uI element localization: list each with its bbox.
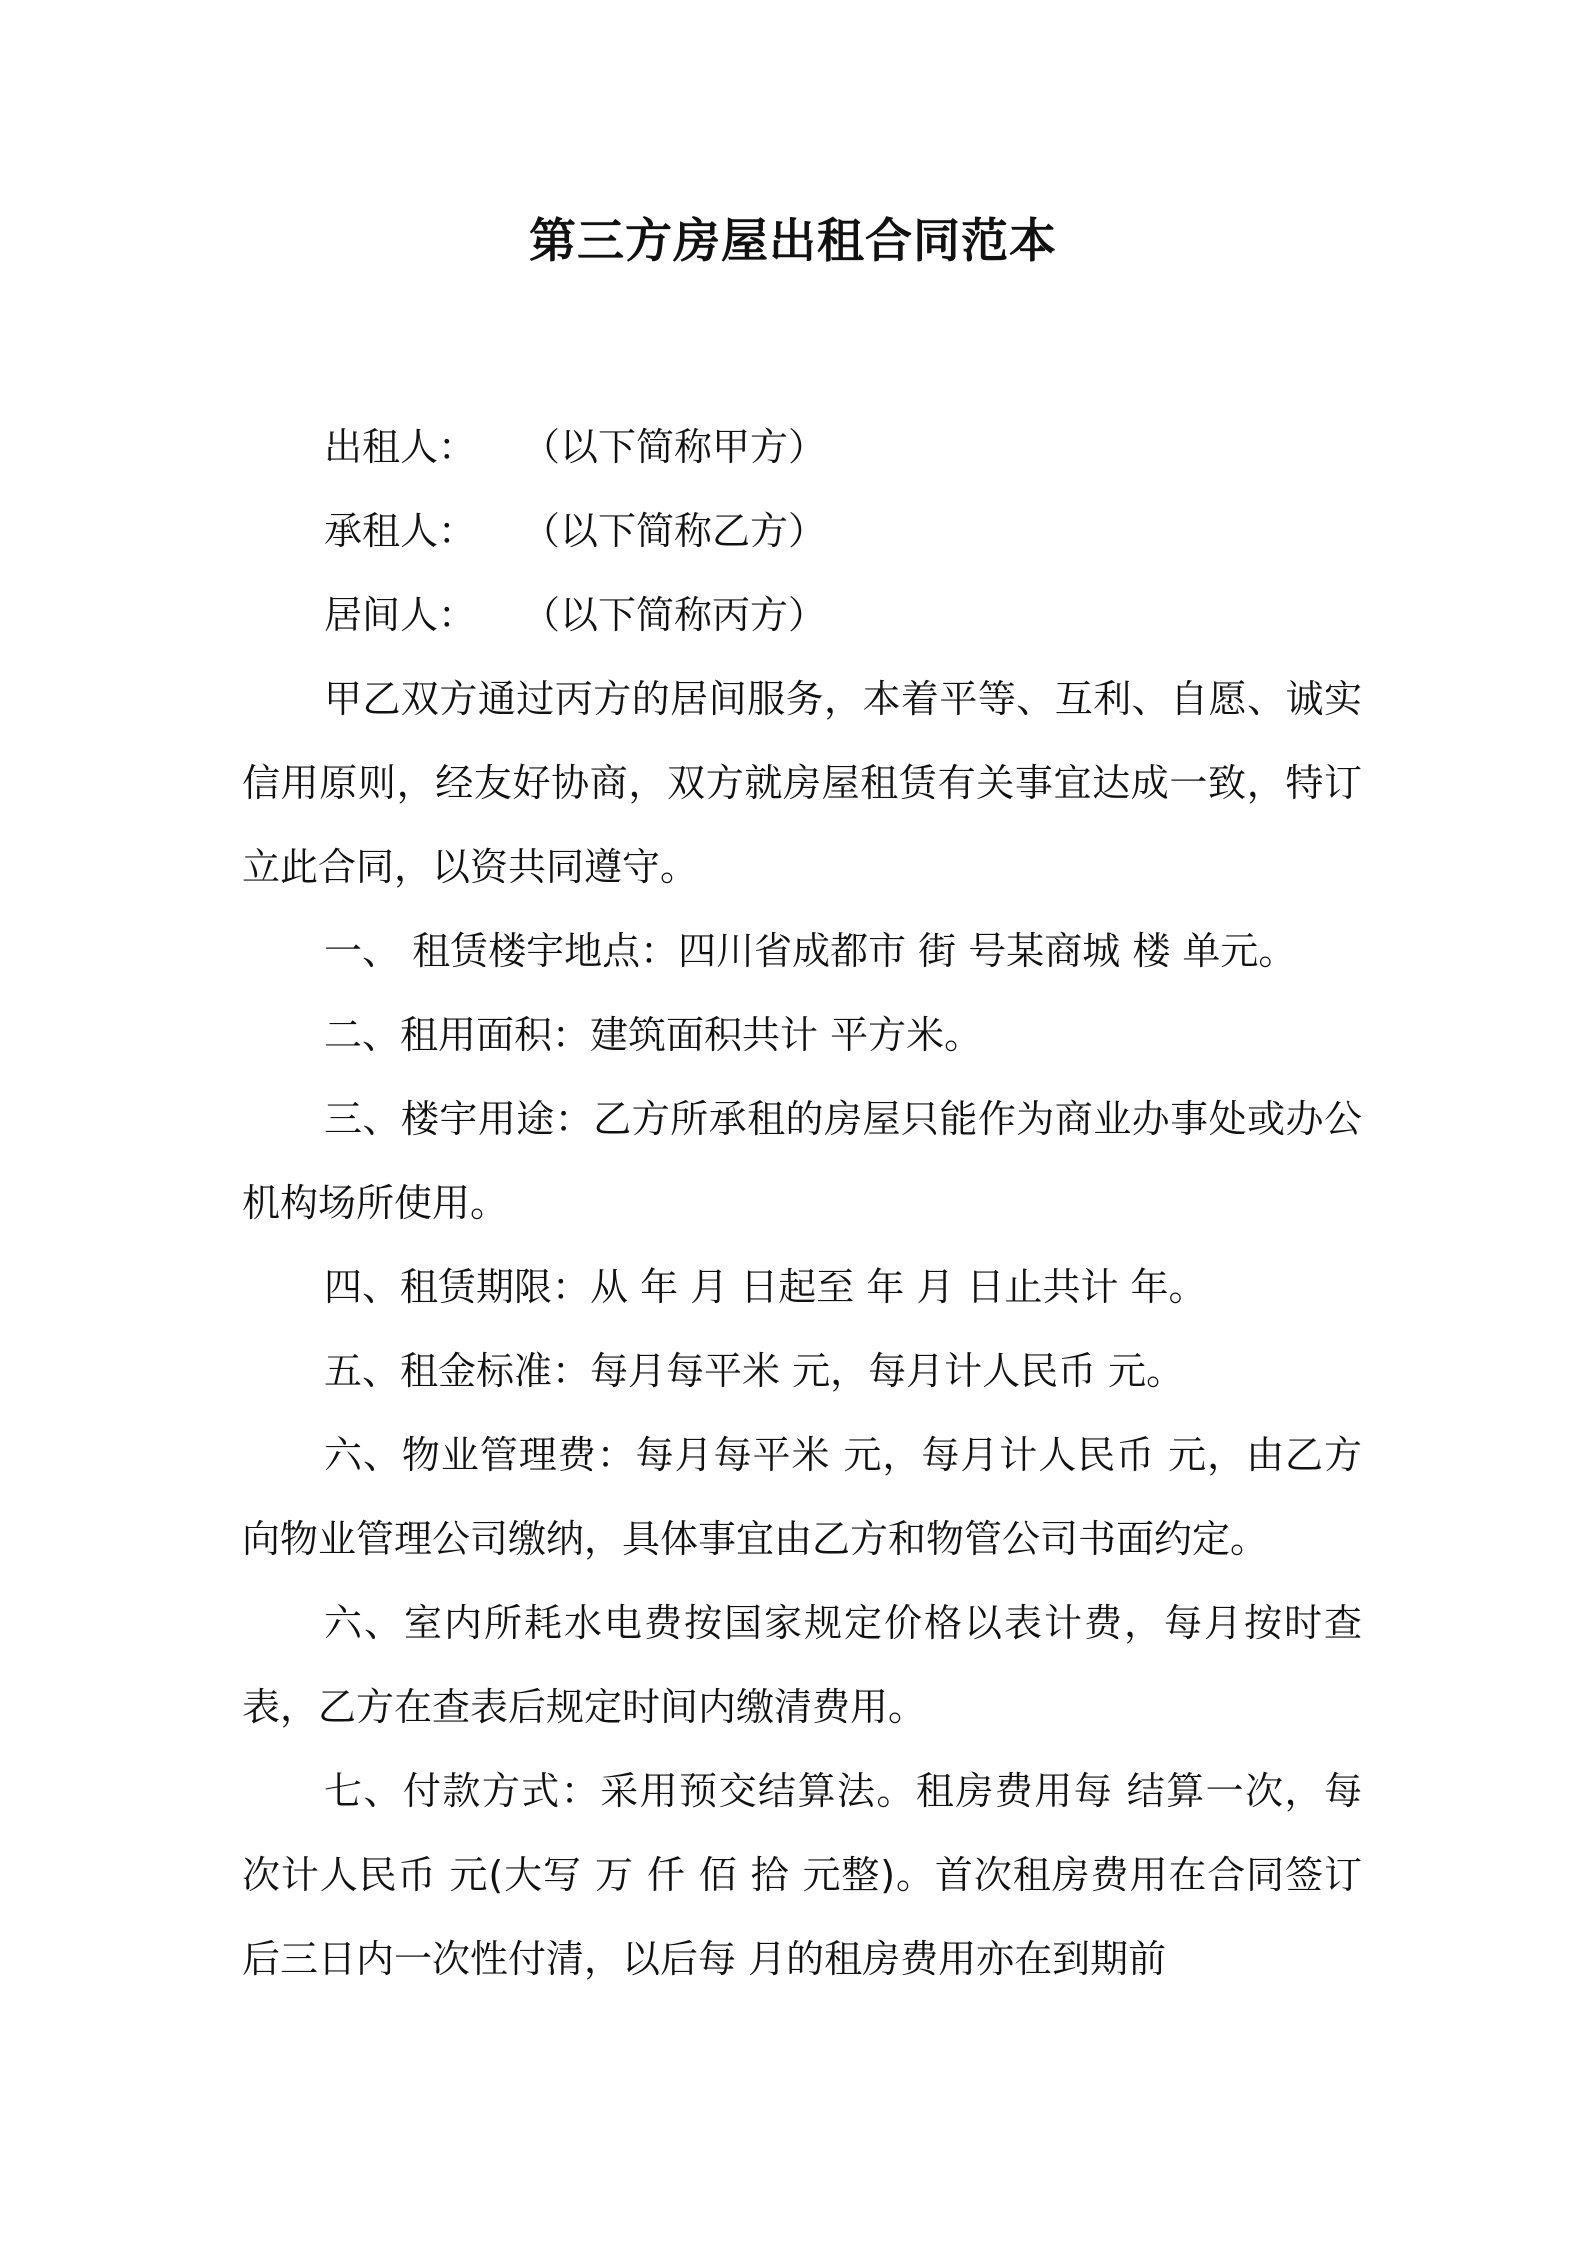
party-label: 承租人：	[324, 509, 477, 553]
party-note: （以下简称乙方）	[522, 509, 827, 553]
clause-usage: 三、楼宇用途：乙方所承租的房屋只能作为商业办事处或办公机构场所使用。	[242, 1097, 1362, 1225]
party-lessee	[242, 489, 1362, 573]
document-title: 第三方房屋出租合同范本	[529, 214, 1057, 269]
party-lessor	[242, 405, 1362, 489]
clause-management-fee: 六、物业管理费：每月每平米 元，每月计人民币 元，由乙方向物业管理公司缴纳，具体事宜由乙方和物管公司书面约定。	[242, 1433, 1362, 1561]
party-note: （以下简称丙方）	[522, 593, 827, 637]
party-intermediary	[242, 573, 1362, 657]
document-body	[242, 405, 1362, 2001]
clause-location: 一、 租赁楼宇地点：四川省成都市 街 号某商城 楼 单元。	[324, 929, 1297, 973]
clause-utilities: 六、室内所耗水电费按国家规定价格以表计费，每月按时查表，乙方在查表后规定时间内缴清费用。	[242, 1601, 1362, 1729]
clause-rent: 五、租金标准：每月每平米 元，每月计人民币 元。	[324, 1349, 1185, 1393]
party-label: 出租人：	[324, 425, 477, 469]
party-label: 居间人：	[324, 593, 477, 637]
party-note: （以下简称甲方）	[522, 425, 827, 469]
clause-term: 四、租赁期限：从 年 月 日起至 年 月 日止共计 年。	[324, 1265, 1207, 1309]
preamble-paragraph: 甲乙双方通过丙方的居间服务，本着平等、互利、自愿、诚实信用原则，经友好协商，双方就房屋租赁有关事宜达成一致，特订立此合同，以资共同遵守。	[242, 677, 1362, 889]
clause-area: 二、租用面积：建筑面积共计 平方米。	[324, 1013, 983, 1057]
clause-payment: 七、付款方式：采用预交结算法。租房费用每 结算一次，每次计人民币 元(大写 万 仟 佰 拾 元整)。首次租房费用在合同签订后三日内一次性付清，以后每 月的租房费用亦在到期前	[242, 1769, 1362, 1981]
